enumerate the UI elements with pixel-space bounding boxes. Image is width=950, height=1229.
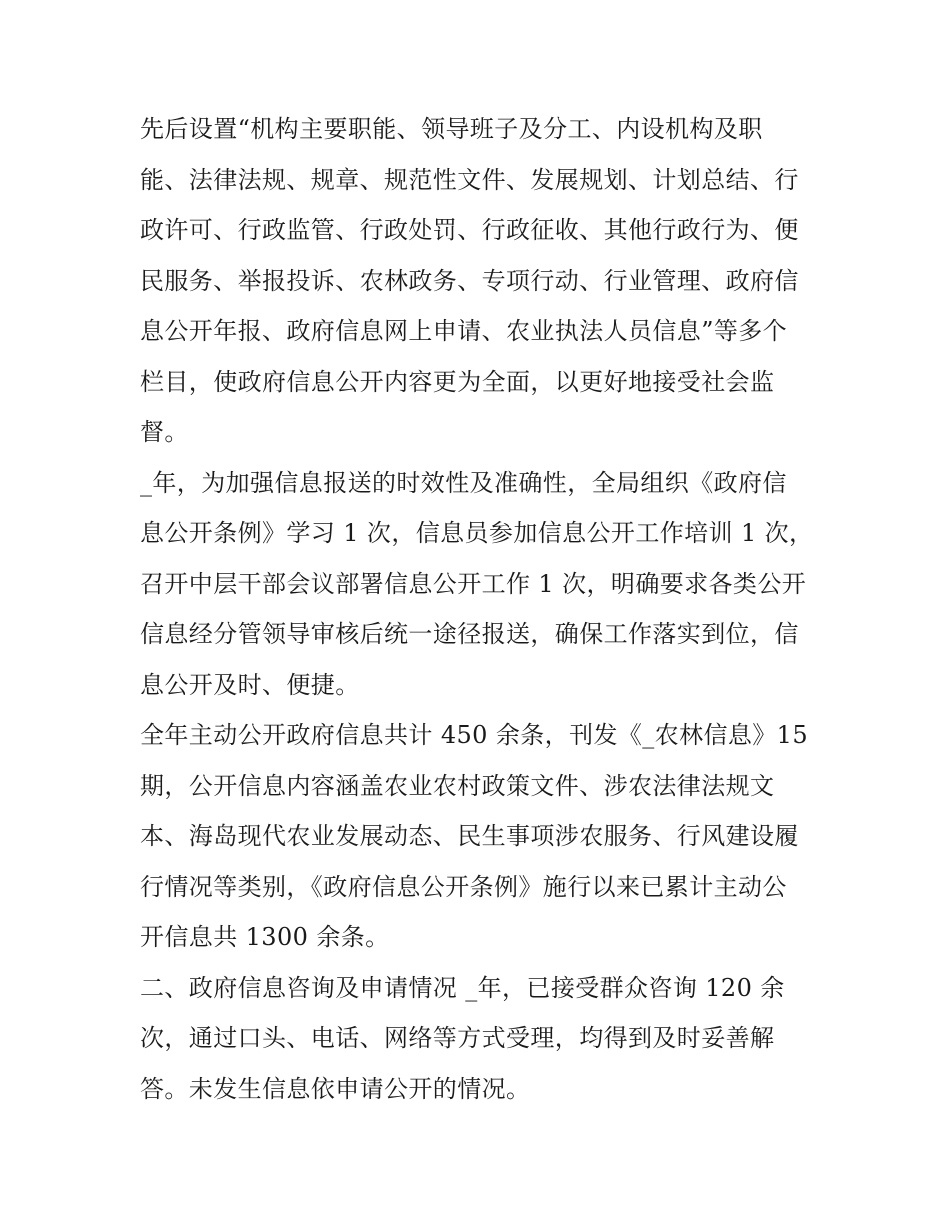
text-line: 召开中层干部会议部署信息公开工作 1 次，明确要求各类公开 <box>140 569 807 598</box>
text-line: _年，为加强信息报送的时效性及准确性，全局组织《政府信 <box>140 468 787 497</box>
text-line: 答。未发生信息依申请公开的情况。 <box>140 1074 531 1103</box>
text-line: 期，公开信息内容涵盖农业农村政策文件、涉农法律法规文 <box>140 771 775 800</box>
text-line: 息公开年报、政府信息网上申请、农业执法人员信息”等多个 <box>140 317 788 345</box>
text-line: 行情况等类别，《政府信息公开条例》施行以来已累计主动公 <box>140 872 787 901</box>
text-line: 息公开及时、便捷。 <box>140 670 360 699</box>
text-line: 开信息共 1300 余条。 <box>140 923 390 951</box>
paragraph-column-setup <box>140 104 812 458</box>
text-line: 先后设置“机构主要职能、领导班子及分工、内设机构及职 <box>140 115 763 143</box>
paragraph-disclosure-stats <box>140 710 812 963</box>
text-line: 次，通过口头、电话、网络等方式受理，均得到及时妥善解 <box>140 1024 775 1052</box>
text-line: 二、政府信息咨询及申请情况 _年，已接受群众咨询 120 余 <box>140 973 785 1002</box>
text-line: 栏目，使政府信息公开内容更为全面，以更好地接受社会监 <box>140 367 775 396</box>
document-body <box>140 104 812 1114</box>
text-line: 全年主动公开政府信息共计 450 余条，刊发《_农林信息》15 <box>140 721 809 749</box>
text-line: 本、海岛现代农业发展动态、民生事项涉农服务、行风建设履 <box>140 822 799 850</box>
text-line: 信息经分管领导审核后统一途径报送，确保工作落实到位，信 <box>140 620 799 648</box>
paragraph-training <box>140 458 812 711</box>
paragraph-inquiries <box>140 963 812 1115</box>
text-line: 督。 <box>140 418 189 446</box>
text-line: 政许可、行政监管、行政处罚、行政征收、其他行政行为、便 <box>140 216 799 244</box>
text-line: 息公开条例》学习 1 次，信息员参加信息公开工作培训 1 次， <box>140 519 814 547</box>
text-line: 能、法律法规、规章、规范性文件、发展规划、计划总结、行 <box>140 165 799 194</box>
text-line: 民服务、举报投诉、农林政务、专项行动、行业管理、政府信 <box>140 266 799 295</box>
